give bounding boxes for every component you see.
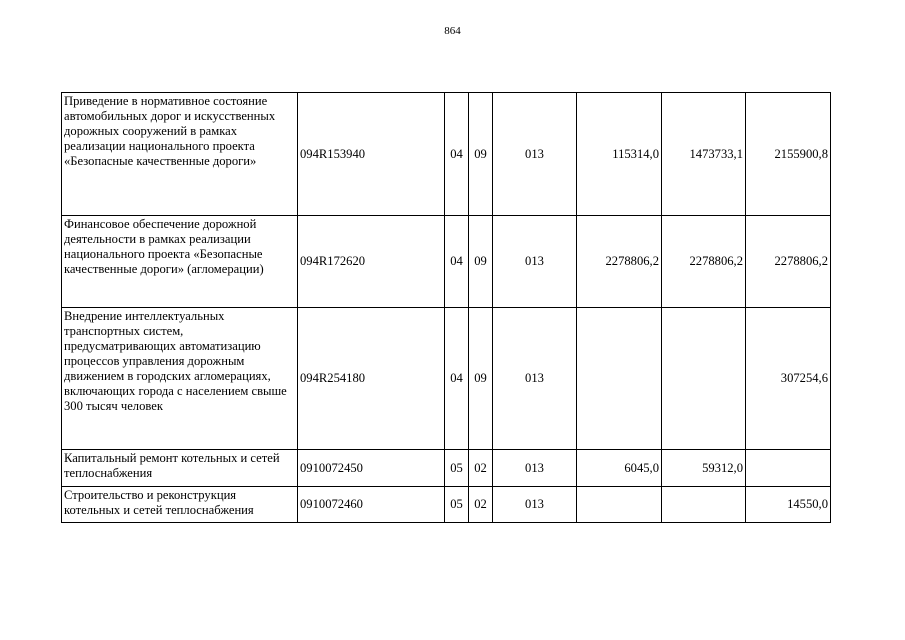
row-value2-cell: 2278806,2 (662, 216, 746, 308)
row-value1-cell: 2278806,2 (577, 216, 662, 308)
row-name-cell: Финансовое обеспечение дорожной деятельности в рамках реализации национального проекта «Безопасные качественные дороги» (агломерации) (62, 216, 298, 308)
row-code-cell: 094R172620 (298, 216, 445, 308)
row-value2-cell (662, 308, 746, 450)
row-type-cell: 013 (493, 93, 577, 216)
table-row (62, 308, 831, 450)
row-subsection-cell: 09 (469, 216, 493, 308)
table-row (62, 216, 831, 308)
row-value3-cell: 2155900,8 (746, 93, 831, 216)
row-section-cell: 04 (445, 93, 469, 216)
row-value3-cell: 2278806,2 (746, 216, 831, 308)
budget-table (61, 92, 831, 523)
row-value1-cell: 6045,0 (577, 450, 662, 487)
page-number: 864 (444, 25, 461, 37)
row-subsection-cell: 09 (469, 93, 493, 216)
row-code-cell: 094R254180 (298, 308, 445, 450)
table-row (62, 487, 831, 523)
row-name-cell: Приведение в нормативное состояние автомобильных дорог и искусственных дорожных сооружений в рамках реализации национального проекта «Безопасные качественные дороги» (62, 93, 298, 216)
row-subsection-cell: 09 (469, 308, 493, 450)
row-section-cell: 04 (445, 308, 469, 450)
row-code-cell: 094R153940 (298, 93, 445, 216)
row-value1-cell (577, 487, 662, 523)
table-row (62, 450, 831, 487)
row-subsection-cell: 02 (469, 487, 493, 523)
row-code-cell: 0910072450 (298, 450, 445, 487)
row-value1-cell: 115314,0 (577, 93, 662, 216)
row-value3-cell: 14550,0 (746, 487, 831, 523)
row-type-cell: 013 (493, 450, 577, 487)
row-type-cell: 013 (493, 308, 577, 450)
row-value2-cell (662, 487, 746, 523)
row-section-cell: 05 (445, 450, 469, 487)
row-type-cell: 013 (493, 216, 577, 308)
row-value3-cell: 307254,6 (746, 308, 831, 450)
table-row (62, 93, 831, 216)
row-value2-cell: 1473733,1 (662, 93, 746, 216)
row-code-cell: 0910072460 (298, 487, 445, 523)
row-type-cell: 013 (493, 487, 577, 523)
row-value2-cell: 59312,0 (662, 450, 746, 487)
row-subsection-cell: 02 (469, 450, 493, 487)
row-value1-cell (577, 308, 662, 450)
row-section-cell: 04 (445, 216, 469, 308)
row-name-cell: Капитальный ремонт котельных и сетей теплоснабжения (62, 450, 298, 487)
row-name-cell: Строительство и реконструкция котельных и сетей теплоснабжения (62, 487, 298, 523)
row-value3-cell (746, 450, 831, 487)
row-section-cell: 05 (445, 487, 469, 523)
row-name-cell: Внедрение интеллектуальных транспортных систем, предусматривающих автоматизацию процессов управления дорожным движением в городских агломерациях, включающих города с населением свыше 300 тысяч человек (62, 308, 298, 450)
